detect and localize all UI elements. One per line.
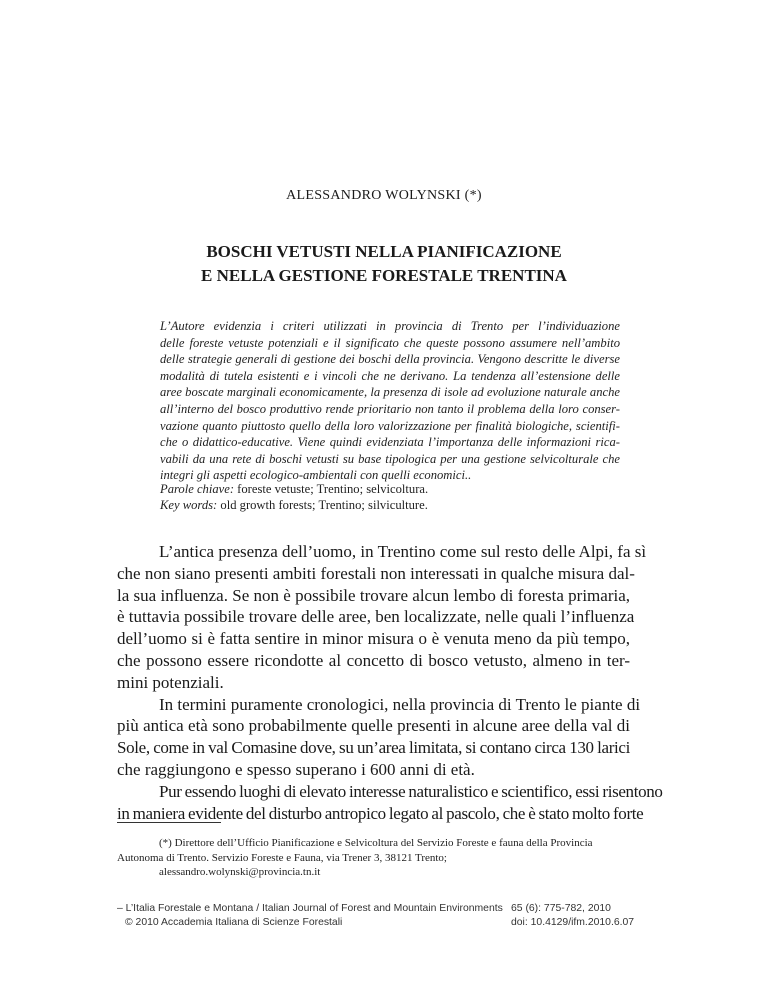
abstract-line: delle strategie generali di gestione dei boschi della provincia. Vengono descritte le diverse [160, 352, 620, 367]
abstract-line: modalità di tutela esistenti e i vincoli che ne derivano. La tendenza all’estensione delle [160, 368, 620, 383]
body-line: che possono essere ricondotte al concetto di bosco vetusto, almeno in ter- [117, 650, 630, 670]
abstract-line: L’Autore evidenzia i criteri utilizzati in provincia di Trento per l’individuazione [160, 319, 620, 333]
body-line: In termini puramente cronologici, nella provincia di Trento le piante di [159, 694, 641, 714]
keywords-italian-label: Parole chiave: [160, 482, 235, 496]
footer-volume: 65 (6): 775-782, 2010 [511, 903, 611, 914]
abstract [160, 318, 620, 484]
body-line: mini potenziali. [117, 672, 224, 692]
body-line: più antica età sono probabilmente quelle presenti in alcune aree della val di [117, 716, 630, 736]
body-line: è tuttavia possibile trovare delle aree, ben localizzate, nelle quali l’influenza [117, 607, 635, 627]
paper-title [0, 240, 768, 288]
abstract-line: che o didattico-educative. Viene quindi evidenziata l’importanza delle informazioni rica- [160, 435, 620, 450]
author-name: ALESSANDRO WOLYNSKI (*) [286, 188, 482, 203]
abstract-line: all’interno del bosco produttivo rende prioritario non tanto il problema della loro conser- [160, 401, 620, 416]
footer-doi: doi: 10.4129/ifm.2010.6.07 [511, 916, 635, 928]
footnote [117, 836, 630, 880]
body-line: Pur essendo luoghi di elevato interesse naturalistico e scientifico, essi risentono [159, 781, 663, 801]
keywords-italian-value: foreste vetuste; Trentino; selvicoltura. [237, 482, 429, 496]
abstract-line: aree boscate marginali economicamente, la presenza di isole ad evoluzione naturale anche [160, 385, 620, 400]
body-line: la sua influenza. Se non è possibile trovare alcun lembo di foresta primaria, [117, 585, 630, 605]
footer-citation [511, 902, 634, 929]
abstract-line: vazione quanto piuttosto quello della loro valorizzazione per finalità biologiche, scientifi- [160, 418, 620, 433]
body-line: che non siano presenti ambiti forestali non interessati in qualche misura dal- [117, 563, 635, 583]
abstract-line: delle foreste vetuste potenziali e il significato che queste possono assumere nell’ambito [160, 335, 620, 350]
title-line-2: E NELLA GESTIONE FORESTALE TRENTINA [201, 266, 567, 285]
body-line: L’antica presenza dell’uomo, in Trentino come sul resto delle Alpi, fa sì [159, 542, 647, 561]
keywords-english-value: old growth forests; Trentino; silviculture. [220, 498, 428, 512]
footnote-line: (*) Direttore dell’Ufficio Pianificazione e Selvicoltura del Servizio Foreste e fauna della Provincia [159, 837, 593, 849]
abstract-line: integri gli aspetti ecologico-ambientali con quelli economici.. [160, 468, 472, 483]
footnote-divider [117, 822, 221, 823]
footer-copyright: © 2010 Accademia Italiana di Scienze Forestali [125, 916, 343, 928]
keywords-english-label: Key words: [160, 498, 218, 512]
keywords-block [160, 481, 620, 513]
body-line: in maniera evidente del disturbo antropico legato al pascolo, che è stato molto forte [117, 803, 644, 823]
title-line-1: BOSCHI VETUSTI NELLA PIANIFICAZIONE [206, 242, 562, 261]
body-line: Sole, come in val Comasine dove, su un’area limitata, si contano circa 130 larici [117, 738, 630, 758]
footer-journal-info [117, 902, 503, 929]
footnote-line: Autonoma di Trento. Servizio Foreste e Fauna, via Trener 3, 38121 Trento; [117, 851, 447, 864]
keywords-english [160, 497, 620, 513]
footnote-email: alessandro.wolynski@provincia.tn.it [159, 866, 321, 878]
footer-journal-name: – L’Italia Forestale e Montana / Italian Journal of Forest and Mountain Environments [117, 903, 503, 914]
body-line: dell’uomo si è fatta sentire in minor misura o è venuta meno da più tempo, [117, 629, 630, 649]
keywords-italian [160, 481, 620, 497]
abstract-line: vabili da una rete di boschi vetusti su base tipologica per una gestione selvicolturale che [160, 451, 620, 466]
body-text [117, 541, 663, 824]
body-line: che raggiungono e spesso superano i 600 anni di età. [117, 759, 475, 779]
